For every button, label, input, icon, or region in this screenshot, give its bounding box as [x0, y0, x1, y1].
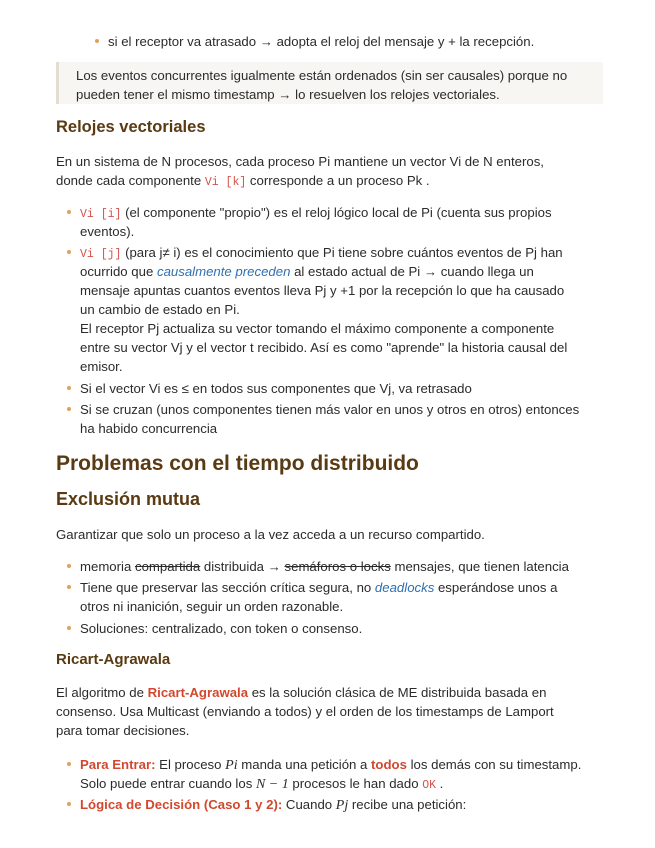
text: corresponde a un proceso Pk . — [246, 173, 430, 188]
quote-line: pueden tener el mismo timestamp → lo resuelven los relojes vectoriales. — [76, 87, 500, 102]
paragraph-line: Garantizar que solo un proceso a la vez acceda a un recurso compartido. — [56, 527, 485, 542]
text: El algoritmo de — [56, 685, 148, 700]
list-item — [108, 32, 534, 51]
list-item-continuation: eventos). — [80, 224, 135, 239]
text: donde cada componente — [56, 173, 205, 188]
text: al estado actual de Pi → cuando llega un — [290, 264, 534, 279]
highlight-text: Lógica de Decisión (Caso 1 y 2): — [80, 797, 283, 812]
link-deadlocks[interactable]: deadlocks — [374, 580, 435, 595]
list-item-continuation — [80, 774, 443, 795]
list-item — [80, 755, 581, 775]
text: El proceso — [155, 757, 226, 772]
highlight-text: Ricart-Agrawala — [147, 685, 249, 700]
text: Si el vector Vi es ≤ en todos sus componentes que Vj, va retrasado — [80, 381, 472, 396]
text: Tiene que preservar las sección crítica segura, no — [80, 580, 375, 595]
text: es la solución clásica de ME distribuida basada en — [248, 685, 547, 700]
paragraph-line: para tomar decisiones. — [56, 723, 190, 738]
list-item-continuation: mensaje apuntas cuantos eventos lleva Pj y +1 por la recepción lo que ha causado — [80, 283, 565, 298]
list-item — [80, 619, 362, 638]
text: memoria — [80, 559, 135, 574]
paragraph-line: En un sistema de N procesos, cada proceso Pi mantiene un vector Vi de N enteros, — [56, 154, 544, 169]
paragraph-line: consenso. Usa Multicast (enviando a todos) y el orden de los timestamps de Lamport — [56, 704, 554, 719]
text: (el componente "propio") es el reloj lógico local de Pi (cuenta sus propios — [121, 205, 552, 220]
list-item — [80, 557, 569, 576]
text: Si se cruzan (unos componentes tienen más valor en unos y otros en otros) entonces — [80, 402, 580, 417]
list-item-text: si el receptor va atrasado → adopta el reloj del mensaje y + la recepción. — [108, 34, 535, 49]
text: Cuando — [282, 797, 336, 812]
highlight-text: Para Entrar: — [80, 757, 156, 772]
list-item — [80, 243, 563, 264]
list-item-continuation: un cambio de estado en Pi. — [80, 302, 240, 317]
highlight-text: todos — [371, 757, 407, 772]
list-item — [80, 379, 472, 398]
strikethrough-text: semáforos o locks — [284, 559, 391, 574]
text: recibe una petición: — [348, 797, 467, 812]
list-item — [80, 795, 466, 815]
list-item — [80, 203, 552, 224]
math-variable: Pi — [225, 758, 238, 773]
list-item-continuation: otros ni inanición, seguir un orden razonable. — [80, 599, 344, 614]
list-item-continuation: emisor. — [80, 359, 123, 374]
section-heading: Relojes vectoriales — [56, 118, 206, 136]
text: Solo puede entrar cuando los — [80, 776, 256, 791]
paragraph-line — [56, 171, 430, 192]
inline-code: Vi [k] — [204, 176, 247, 189]
section-heading: Exclusión mutua — [56, 489, 201, 509]
text: mensajes, que tienen latencia — [390, 559, 569, 574]
text: procesos le han dado — [288, 776, 423, 791]
inline-code: Vi [i] — [80, 208, 122, 221]
list-item — [80, 578, 558, 597]
text: los demás con su timestamp. — [406, 757, 582, 772]
link-causalmente-preceden[interactable]: causalmente preceden — [156, 264, 291, 279]
text: ocurrido que — [80, 264, 157, 279]
text: (para j≠ i) es el conocimiento que Pi tiene sobre cuántos eventos de Pj han — [121, 245, 563, 260]
list-item — [80, 400, 579, 419]
text: Soluciones: centralizado, con token o consenso. — [80, 621, 363, 636]
paragraph-line — [56, 683, 546, 702]
quote-line: Los eventos concurrentes igualmente están ordenados (sin ser causales) porque no — [76, 68, 568, 83]
subsection-heading: Ricart-Agrawala — [56, 651, 171, 668]
list-item-continuation: ha habido concurrencia — [80, 421, 218, 436]
inline-code: OK — [422, 779, 437, 792]
text: manda una petición a — [237, 757, 372, 772]
math-variable: Pj — [335, 798, 349, 813]
math-variable: N − 1 — [255, 777, 289, 792]
list-item-continuation — [80, 262, 534, 281]
list-item-continuation: entre su vector Vj y el vector t recibido. Así es como "aprende" la historia causal del — [80, 340, 568, 355]
strikethrough-text: compartida — [134, 559, 201, 574]
text: . — [436, 776, 444, 791]
text: distribuida → — [200, 559, 285, 574]
inline-code: Vi [j] — [80, 248, 122, 261]
page-heading: Problemas con el tiempo distribuido — [56, 452, 419, 475]
list-item-continuation: El receptor Pj actualiza su vector tomando el máximo componente a componente — [80, 321, 555, 336]
text: esperándose unos a — [434, 580, 558, 595]
